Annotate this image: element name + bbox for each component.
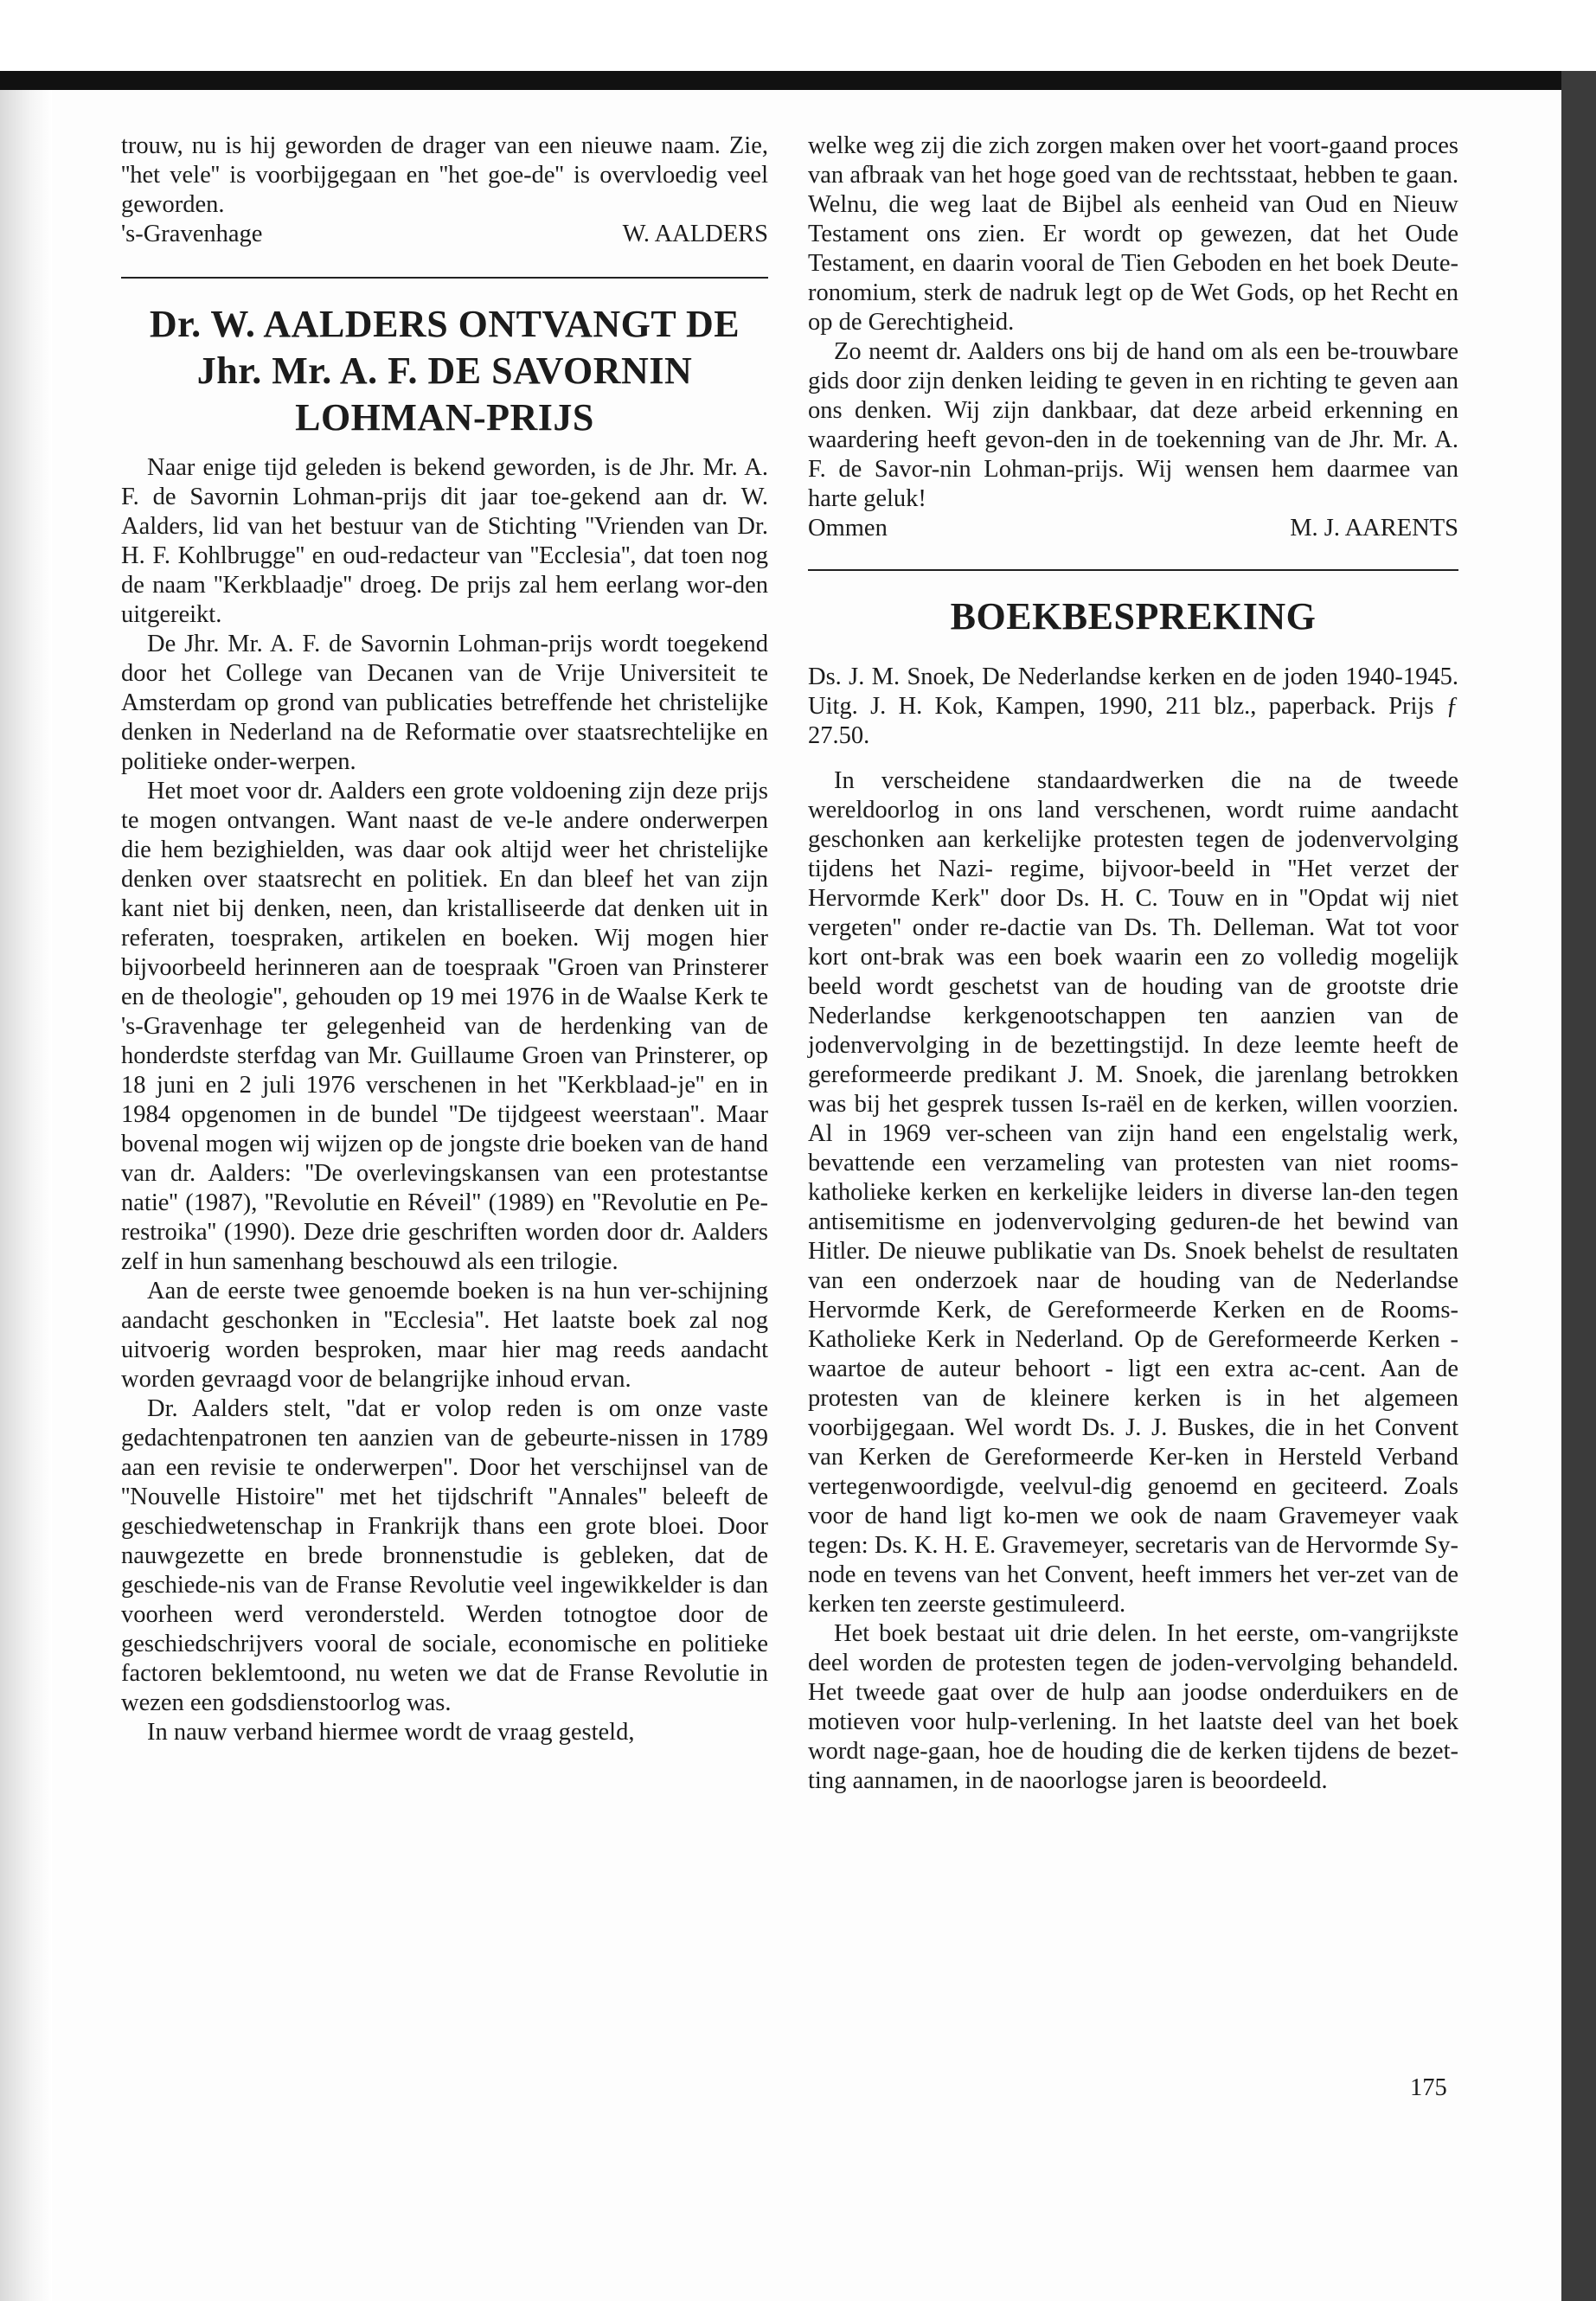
- scan-top-border: [0, 71, 1596, 90]
- intro-signature: [121, 220, 768, 249]
- headline-line-2: Jhr. Mr. A. F. DE SAVORNIN: [196, 349, 693, 392]
- scan-binding-shadow: [0, 90, 52, 2301]
- section-divider: [808, 569, 1458, 571]
- article-signature: [808, 514, 1458, 543]
- article-paragraph: Het moet voor dr. Aalders een grote voldoening zijn deze prijs te mogen ontvangen. Want naast de ve-le andere onderwerpen die hem bezighielden, was daar ook altijd weer het christelijke denken over staatsrecht en politiek. En dan bleef het van zijn kant niet bij denken, neen, dan kristalliseerde dat denken uit in referaten, toespraken, artikelen en boeken. Wij mogen hier bijvoorbeeld herinneren aan de toespraak ''Groen van Prinsterer en de theologie'', gehouden op 19 mei 1976 in de Waalse Kerk te 's-Gravenhage ter gelegenheid van de herdenking van de honderdste sterfdag van Mr. Guillaume Groen van Prinsterer, op 18 juni en 2 juli 1976 verschenen in het ''Kerkblaad-je'' en in 1984 opgenomen in de bundel ''De tijdgeest weerstaan''. Maar bovenal mogen wij wijzen op de jongste drie boeken van de hand van dr. Aalders: ''De overlevingskansen van een protestantse natie'' (1987), ''Revolutie en Réveil'' (1989) en ''Revolutie en Pe-restroika'' (1990). Deze drie geschriften worden door dr. Aalders zelf in hun samenhang beschouwd als een trilogie.: [121, 778, 768, 1275]
- headline-line-3: LOHMAN-PRIJS: [295, 396, 594, 439]
- right-column: [808, 131, 1458, 1796]
- headline-line-1: Dr. W. AALDERS ONTVANGT DE: [149, 303, 740, 345]
- left-column: [121, 131, 768, 1747]
- article-paragraph: Zo neemt dr. Aalders ons bij de hand om als een be-trouwbare gids door zijn denken leiding te geven in en richting te geven aan ons denken. Wij zijn dankbaar, dat deze arbeid erkenning en waardering heeft gevon-den in de toekenning van de Jhr. Mr. A. F. de Savor-nin Lohman-prijs. Wij wensen hem daarmee van harte geluk!: [808, 338, 1458, 512]
- article-paragraph: In nauw verband hiermee wordt de vraag gesteld,: [147, 1719, 635, 1746]
- article-paragraph: Naar enige tijd geleden is bekend geworden, is de Jhr. Mr. A. F. de Savornin Lohman-prijs dit jaar toe-gekend aan dr. W. Aalders, lid van het bestuur van de Stichting ''Vrienden van Dr. H. F. Kohlbrugge'' en oud-redacteur van ''Ecclesia'', dat toen nog de naam ''Kerkblaadje'' droeg. De prijs zal hem eerlang wor-den uitgereikt.: [121, 454, 768, 628]
- article-paragraph: De Jhr. Mr. A. F. de Savornin Lohman-prijs wordt toegekend door het College van Decanen van de Vrije Universiteit te Amsterdam op grond van publicaties betreffende het christelijke denken in Nederland na de Reformatie over staatsrechtelijke en politieke onder-werpen.: [121, 631, 768, 775]
- review-paragraph: In verscheidene standaardwerken die na de tweede wereldoorlog in ons land verschenen, wordt ruime aandacht geschonken aan kerkelijke protesten tegen de jodenvervolging tijdens het Nazi- regime, bijvoor-beeld in ''Het verzet der Hervormde Kerk'' door Ds. H. C. Touw en in ''Opdat wij niet vergeten'' onder re-dactie van Ds. Th. Delleman. Wat tot voor kort ont-brak was een boek waarin een zo volledig mogelijk beeld wordt geschetst van de houding van de grootste drie Nederlandse kerkgenootschappen ten aanzien van de jodenvervolging in de bezettingstijd. In deze leemte heeft de gereformeerde predikant J. M. Snoek, die jarenlang betrokken was bij het gesprek tussen Is-raël en de kerken, willen voorzien. Al in 1969 ver-scheen van zijn hand een engelstalig werk, bevattende een verzameling van protesten van niet rooms-katholieke kerken en kerkelijke leiders in diverse lan-den tegen antisemitisme en jodenvervolging geduren-de het bewind van Hitler. De nieuwe publikatie van Ds. Snoek behelst de resultaten van een onderzoek naar de houding van de Nederlandse Hervormde Kerk, de Gereformeerde Kerken en de Rooms-Katholieke Kerk in Nederland. Op de Gereformeerde Kerken - waartoe de auteur behoort - ligt een extra ac-cent. Aan de protesten van de kleinere kerken is in het algemeen voorbijgegaan. Wel wordt Ds. J. J. Buskes, die in het Convent van Kerken de Gereformeerde Ker-ken in Hersteld Verband vertegenwoordigde, veelvul-dig genoemd en geciteerd. Zoals voor de hand ligt ko-men we ook de naam Gravemeyer vaak tegen: Ds. K. H. E. Gravemeyer, secretaris van de Hervormde Sy-node en tevens van het Convent, heeft immers het ver-zet van de kerken ten zeerste gestimuleerd.: [808, 767, 1458, 1618]
- scan-right-border: [1561, 71, 1596, 2301]
- article-signature-place: Ommen: [808, 515, 888, 542]
- review-headline: BOEKBESPREKING: [950, 595, 1317, 638]
- intro-signature-name: W. AALDERS: [622, 221, 768, 247]
- article-paragraph: welke weg zij die zich zorgen maken over het voort-gaand proces van afbraak van het hoge goed van de rechtsstaat, hebben te gaan. Welnu, die weg laat de Bijbel als eenheid van Oud en Nieuw Testament ons zien. Er wordt op gewezen, dat het Oude Testament, en daarin vooral de Tien Geboden en het boek Deute-ronomium, sterk de nadruk legt op de Wet Gods, op het Recht en op de Gerechtigheid.: [808, 132, 1458, 336]
- article-headline: [121, 301, 768, 441]
- article-signature-name: M. J. AARENTS: [1290, 515, 1458, 542]
- section-divider: [121, 277, 768, 279]
- review-paragraph: Het boek bestaat uit drie delen. In het eerste, om-vangrijkste deel worden de protesten tegen de joden-vervolging behandeld. Het tweede gaat over de hulp aan joodse onderduikers en de motieven voor hulp-verlening. In het laatste deel van het boek wordt nage-gaan, hoe de houding die de kerken tijdens de bezet-ting aannamen, in de naoorlogse jaren is beoordeeld.: [808, 1620, 1458, 1794]
- article-paragraph: Dr. Aalders stelt, ''dat er volop reden is om onze vaste gedachtenpatronen ten aanzien van de gebeurte-nissen in 1789 aan een revisie te onderwerpen''. Door het verschijnsel van de ''Nouvelle Histoire'' met het tijdschrift ''Annales'' beleeft de geschiedwetenschap in Frankrijk thans een grote bloei. Door nauwgezette en brede bronnenstudie is gebleken, dat de geschiede-nis van de Franse Revolutie veel ingewikkelder is dan voorheen werd verondersteld. Werden totnogtoe door de geschiedschrijvers vooral de sociale, economische en politieke factoren beklemtoond, nu weten we dat de Franse Revolutie in wezen een godsdienstoorlog was.: [121, 1395, 768, 1716]
- intro-signature-place: 's-Gravenhage: [121, 221, 263, 247]
- intro-paragraph: trouw, nu is hij geworden de drager van een nieuwe naam. Zie, ''het vele'' is voorbijgegaan en ''het goe-de'' is overvloedig veel geworden.: [121, 132, 768, 218]
- article-paragraph: Aan de eerste twee genoemde boeken is na hun ver-schijning aandacht geschonken in ''Ecclesia''. Het laatste boek zal nog uitvoerig worden besproken, maar hier mag reeds aandacht worden gevraagd voor de belangrijke inhoud ervan.: [121, 1278, 768, 1393]
- page-number: 175: [1410, 2074, 1447, 2101]
- book-reference: Ds. J. M. Snoek, De Nederlandse kerken en de joden 1940-1945. Uitg. J. H. Kok, Kampen, 1990, 211 blz., paperback. Prijs ƒ 27.50.: [808, 663, 1458, 749]
